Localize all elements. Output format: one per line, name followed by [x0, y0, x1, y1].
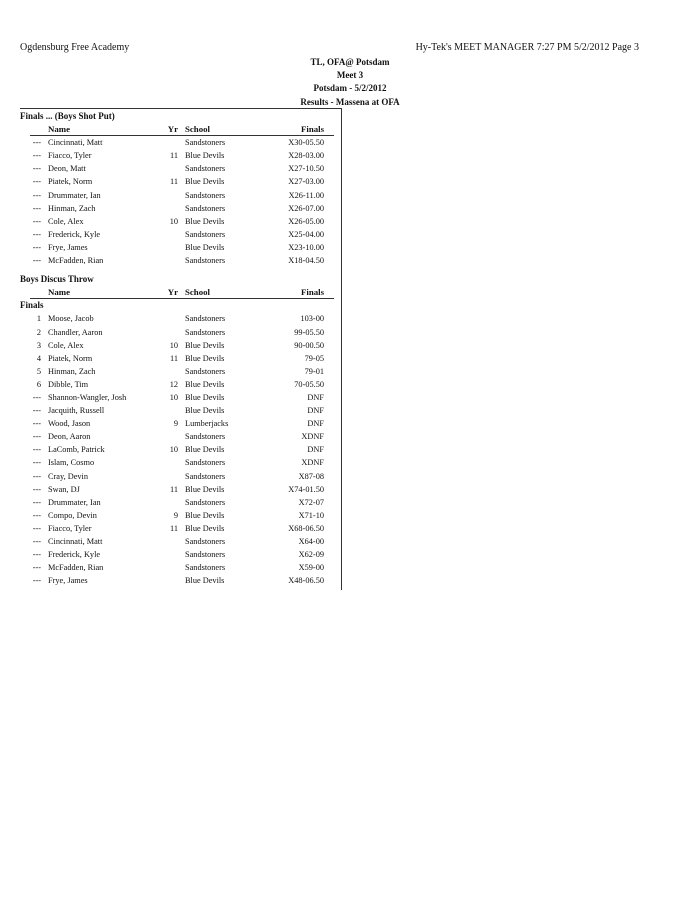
shot-put-results	[20, 136, 338, 267]
athlete-name: Cole, Alex	[48, 340, 84, 350]
place-cell: ---	[32, 177, 41, 187]
finals-mark: X26-11.00	[288, 190, 324, 200]
year-cell: 11	[170, 484, 178, 494]
result-row	[20, 365, 338, 378]
result-row	[20, 136, 338, 149]
school-name: Sandstoners	[185, 537, 226, 546]
athlete-name: Drummater, Ian	[48, 190, 101, 200]
column-header-row	[20, 286, 338, 299]
school-name: Blue Devils	[185, 177, 225, 187]
school-name: Blue Devils	[185, 379, 225, 389]
event-title-text: Finals ... (Boys Shot Put)	[20, 111, 115, 121]
school-name: Blue Devils	[185, 576, 225, 586]
finals-subheading-text: Finals	[20, 300, 44, 311]
athlete-name: Frederick, Kyle	[48, 229, 101, 239]
school-name: Sandstoners	[185, 203, 226, 213]
finals-mark: X26-07.00	[288, 203, 324, 213]
finals-mark: DNF	[307, 406, 324, 416]
athlete-name: Deon, Matt	[48, 164, 86, 174]
column-divider	[341, 108, 342, 590]
result-row	[20, 391, 338, 404]
header-left-org: Ogdensburg Free Academy	[20, 42, 130, 53]
place-cell: ---	[32, 523, 41, 533]
col-finals-header: Finals	[301, 124, 324, 135]
event-title-text: Boys Discus Throw	[20, 274, 94, 285]
athlete-name: Hinman, Zach	[48, 366, 96, 376]
school-name: Sandstoners	[185, 164, 226, 174]
athlete-name: Wood, Jason	[48, 419, 91, 429]
place-cell: ---	[32, 484, 41, 494]
result-row	[20, 443, 338, 456]
result-row	[20, 483, 338, 496]
place-cell: ---	[32, 151, 41, 161]
school-name: Blue Devils	[185, 242, 225, 252]
result-row	[20, 548, 338, 561]
place-cell: ---	[32, 550, 41, 560]
result-row	[20, 574, 338, 587]
school-name: Sandstoners	[185, 256, 226, 266]
school-name: Sandstoners	[185, 497, 226, 507]
finals-mark: 103-00	[300, 314, 324, 324]
athlete-name: Fiacco, Tyler	[48, 151, 92, 161]
place-cell: ---	[32, 190, 41, 200]
col-finals-header: Finals	[301, 287, 324, 298]
finals-mark: DNF	[307, 392, 324, 402]
header-divider	[20, 108, 342, 109]
finals-subheading	[20, 299, 338, 312]
finals-mark: X27-03.00	[288, 177, 324, 187]
col-name-header: Name	[48, 124, 70, 135]
finals-mark: X64-00	[298, 537, 324, 546]
year-cell: 11	[170, 151, 178, 161]
school-name: Sandstoners	[185, 366, 226, 376]
finals-mark: X72-07	[298, 497, 324, 507]
meet-title-line: Potsdam - 5/2/2012	[313, 83, 387, 94]
finals-mark: X48-06.50	[288, 576, 324, 586]
athlete-name: Swan, DJ	[48, 484, 80, 494]
result-row	[20, 202, 338, 215]
place-cell: ---	[32, 510, 41, 520]
year-cell: 9	[173, 510, 178, 520]
school-name: Sandstoners	[185, 327, 226, 337]
athlete-name: LaComb, Patrick	[48, 445, 105, 455]
athlete-name: Frye, James	[48, 242, 88, 252]
athlete-name: Frye, James	[48, 576, 88, 586]
result-row	[20, 352, 338, 365]
meet-title-line: TL, OFA@ Potsdam	[310, 57, 390, 67]
finals-mark: DNF	[307, 419, 324, 429]
athlete-name: Frederick, Kyle	[48, 550, 101, 560]
school-name: Blue Devils	[185, 510, 225, 520]
athlete-name: McFadden, Rian	[48, 256, 104, 266]
school-name: Blue Devils	[185, 353, 225, 363]
place-cell: 3	[36, 340, 41, 350]
col-name-header: Name	[48, 287, 70, 298]
place-cell: 1	[36, 314, 41, 324]
finals-mark: X59-00	[298, 563, 324, 573]
place-cell: ---	[32, 392, 41, 402]
school-name: Blue Devils	[185, 340, 225, 350]
finals-mark: X25-04.00	[288, 229, 324, 239]
athlete-name: Jacquith, Russell	[48, 406, 105, 416]
school-name: Blue Devils	[185, 406, 225, 416]
finals-mark: X23-10.00	[288, 242, 324, 252]
athlete-name: Hinman, Zach	[48, 203, 96, 213]
year-cell: 9	[173, 419, 178, 429]
school-name: Blue Devils	[185, 445, 225, 455]
athlete-name: Islam, Cosmo	[48, 458, 95, 468]
athlete-name: Moose, Jacob	[48, 314, 94, 324]
discus-results	[20, 312, 338, 587]
place-cell: ---	[32, 563, 41, 573]
athlete-name: Piatek, Norm	[48, 177, 93, 187]
finals-mark: X18-04.50	[288, 256, 324, 266]
finals-mark: X26-05.00	[288, 216, 324, 226]
finals-mark: 90-00.50	[294, 340, 324, 350]
result-row	[20, 189, 338, 202]
result-row	[20, 470, 338, 483]
place-cell: ---	[32, 458, 41, 468]
year-cell: 11	[170, 353, 178, 363]
finals-mark: X30-05.50	[288, 138, 324, 148]
finals-mark: X68-06.50	[288, 523, 324, 533]
athlete-name: Dibble, Tim	[48, 379, 89, 389]
place-cell: ---	[32, 432, 41, 442]
school-name: Sandstoners	[185, 432, 226, 442]
result-row	[20, 522, 338, 535]
athlete-name: Cincinnati, Matt	[48, 138, 103, 148]
school-name: Sandstoners	[185, 314, 226, 324]
result-row	[20, 417, 338, 430]
finals-mark: 79-05	[304, 353, 324, 363]
result-row	[20, 378, 338, 391]
school-name: Blue Devils	[185, 216, 225, 226]
year-cell: 11	[170, 177, 178, 187]
place-cell: ---	[32, 406, 41, 416]
result-row	[20, 228, 338, 241]
school-name: Sandstoners	[185, 138, 226, 148]
place-cell: ---	[32, 138, 41, 148]
finals-mark: 70-05.50	[294, 379, 324, 389]
result-row	[20, 535, 338, 548]
school-name: Sandstoners	[185, 563, 226, 573]
finals-mark: XDNF	[301, 458, 324, 468]
school-name: Sandstoners	[185, 190, 226, 200]
finals-mark: 79-01	[304, 366, 324, 376]
result-row	[20, 254, 338, 267]
athlete-name: Deon, Aaron	[48, 432, 91, 442]
place-cell: ---	[32, 497, 41, 507]
results-content	[20, 110, 338, 587]
finals-mark: X74-01.50	[288, 484, 324, 494]
year-cell: 10	[169, 392, 178, 402]
school-name: Blue Devils	[185, 484, 225, 494]
place-cell: ---	[32, 445, 41, 455]
finals-mark: X27-10.50	[288, 164, 324, 174]
year-cell: 10	[169, 216, 178, 226]
event-title-shot-put	[20, 110, 338, 123]
result-row	[20, 430, 338, 443]
place-cell: ---	[32, 256, 41, 266]
finals-mark: X71-10	[298, 510, 324, 520]
result-row	[20, 496, 338, 509]
athlete-name: McFadden, Rian	[48, 563, 104, 573]
school-name: Sandstoners	[185, 229, 226, 239]
school-name: Sandstoners	[185, 458, 226, 468]
athlete-name: Shannon-Wangler, Josh	[48, 392, 127, 402]
result-row	[20, 339, 338, 352]
col-yr-header: Yr	[167, 124, 178, 135]
athlete-name: Cole, Alex	[48, 216, 84, 226]
meet-title-line: Meet 3	[336, 70, 364, 81]
place-cell: 5	[36, 366, 41, 376]
athlete-name: Drummater, Ian	[48, 497, 101, 507]
athlete-name: Compo, Devin	[48, 510, 97, 520]
athlete-name: Chandler, Aaron	[48, 327, 103, 337]
place-cell: ---	[32, 537, 41, 546]
place-cell: ---	[32, 419, 41, 429]
school-name: Sandstoners	[185, 471, 226, 481]
meet-title-block	[210, 56, 490, 109]
result-row	[20, 561, 338, 574]
place-cell: 6	[36, 379, 41, 389]
school-name: Lumberjacks	[185, 419, 229, 429]
year-cell: 10	[169, 445, 178, 455]
place-cell: ---	[32, 242, 41, 252]
meet-title-line: Results - Massena at OFA	[300, 96, 400, 107]
header-right-info: Hy-Tek's MEET MANAGER 7:27 PM 5/2/2012 Page 3	[415, 42, 639, 53]
finals-mark: 99-05.50	[294, 327, 324, 337]
place-cell: 4	[36, 353, 41, 363]
result-row	[20, 149, 338, 162]
col-yr-header: Yr	[167, 287, 178, 298]
finals-mark: X87-08	[298, 471, 324, 481]
finals-mark: XDNF	[301, 432, 324, 442]
school-name: Sandstoners	[185, 550, 226, 560]
finals-mark: DNF	[307, 445, 324, 455]
event-title-discus	[20, 273, 338, 286]
school-name: Blue Devils	[185, 523, 225, 533]
result-row	[20, 326, 338, 339]
athlete-name: Cincinnati, Matt	[48, 537, 103, 546]
place-cell: 2	[36, 327, 41, 337]
result-row	[20, 404, 338, 417]
athlete-name: Piatek, Norm	[48, 353, 93, 363]
place-cell: ---	[32, 229, 41, 239]
result-row	[20, 215, 338, 228]
result-row	[20, 509, 338, 522]
year-cell: 10	[169, 340, 178, 350]
place-cell: ---	[32, 471, 41, 481]
column-header-row	[20, 123, 338, 136]
result-row	[20, 162, 338, 175]
col-school-header: School	[185, 124, 210, 135]
year-cell: 11	[170, 523, 178, 533]
place-cell: ---	[32, 164, 41, 174]
result-row	[20, 241, 338, 254]
col-school-header: School	[185, 287, 210, 298]
finals-mark: X62-09	[298, 550, 324, 560]
place-cell: ---	[32, 203, 41, 213]
school-name: Blue Devils	[185, 392, 225, 402]
school-name: Blue Devils	[185, 151, 225, 161]
result-row	[20, 312, 338, 325]
result-row	[20, 175, 338, 188]
result-row	[20, 456, 338, 469]
athlete-name: Fiacco, Tyler	[48, 523, 92, 533]
place-cell: ---	[32, 576, 41, 586]
place-cell: ---	[32, 216, 41, 226]
athlete-name: Cray, Devin	[48, 471, 89, 481]
year-cell: 12	[169, 379, 178, 389]
finals-mark: X28-03.00	[288, 151, 324, 161]
